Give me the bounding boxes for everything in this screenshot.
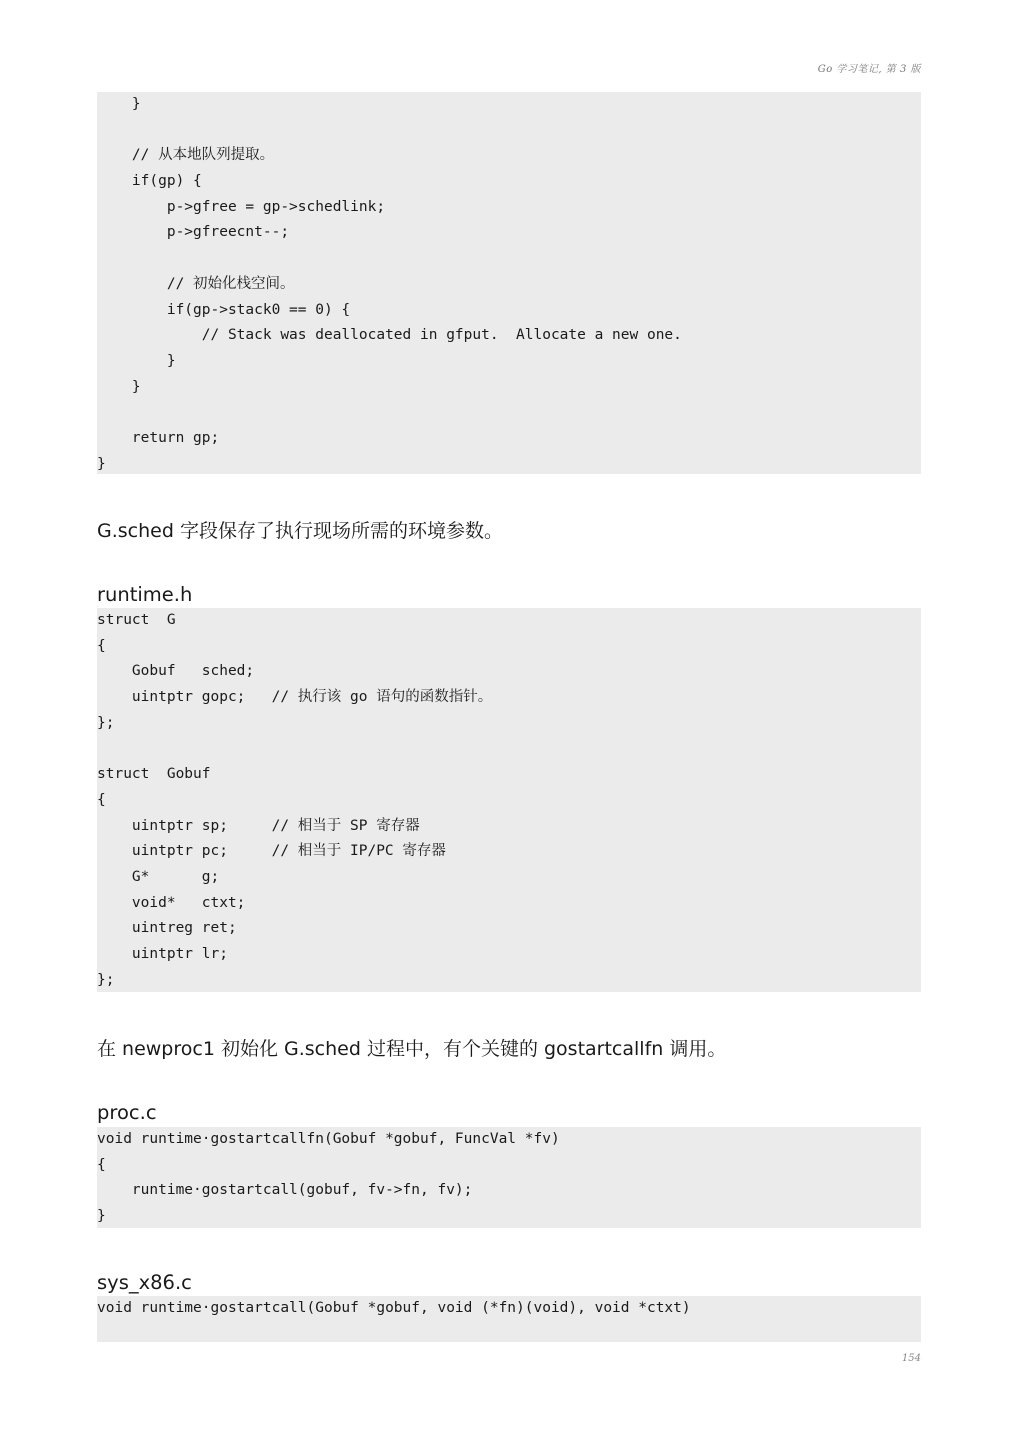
code-line [97, 118, 921, 144]
code-line: void runtime·gostartcallfn(Gobuf *gobuf, FuncVal *fv) [97, 1131, 560, 1147]
file-name-label: proc.c [97, 1101, 157, 1124]
code-line: if(gp) { [97, 173, 202, 190]
code-line [97, 400, 921, 426]
code-line: runtime·gostartcall(gobuf, fv->fn, fv); [97, 1182, 473, 1199]
code-line: // Stack was deallocated in gfput. Allocate a new one. [97, 327, 682, 344]
code-line: } [97, 378, 141, 395]
code-line: G* g; [97, 868, 220, 885]
code-line: void* ctxt; [97, 894, 246, 911]
code-line: uintptr pc; // 相当于 IP/PC 寄存器 [97, 843, 446, 860]
file-name-label: sys_x86.c [97, 1271, 192, 1294]
code-line: } [97, 352, 176, 369]
code-block [97, 1296, 921, 1342]
code-line: }; [97, 971, 115, 988]
paragraph: 在 newproc1 初始化 G.sched 过程中，有个关键的 gostartcallfn 调用。 [97, 1038, 727, 1060]
code-line: return gp; [97, 429, 220, 446]
code-block [97, 1127, 921, 1228]
code-line: if(gp->stack0 == 0) { [97, 301, 351, 318]
code-block [97, 608, 921, 992]
code-line: uintptr sp; // 相当于 SP 寄存器 [97, 817, 420, 834]
code-line: p->gfree = gp->schedlink; [97, 198, 386, 215]
code-line: uintptr gopc; // 执行该 go 语句的函数指针。 [97, 689, 493, 706]
page-number: 154 [901, 1353, 921, 1364]
code-line: void runtime·gostartcall(Gobuf *gobuf, void (*fn)(void), void *ctxt) [97, 1300, 691, 1316]
code-line: }; [97, 714, 115, 731]
code-line: struct Gobuf [97, 766, 211, 783]
code-line: } [97, 96, 141, 112]
code-line: } [97, 1208, 106, 1225]
running-header: Go 学习笔记, 第 3 版 [817, 64, 921, 75]
code-line: uintptr lr; [97, 945, 228, 962]
code-line: Gobuf sched; [97, 663, 255, 680]
file-name-label: runtime.h [97, 583, 193, 606]
code-line: p->gfreecnt--; [97, 224, 290, 241]
code-line [97, 246, 921, 272]
code-line: } [97, 455, 106, 472]
code-line: struct G [97, 612, 176, 628]
paragraph: G.sched 字段保存了执行现场所需的环境参数。 [97, 520, 503, 542]
code-line: uintreg ret; [97, 920, 237, 937]
code-line: // 从本地队列提取。 [97, 147, 275, 164]
code-line: // 初始化栈空间。 [97, 275, 295, 292]
code-line [97, 736, 921, 762]
code-line: { [97, 637, 106, 654]
code-line: { [97, 1156, 106, 1173]
code-block [97, 92, 921, 474]
code-line: { [97, 791, 106, 808]
